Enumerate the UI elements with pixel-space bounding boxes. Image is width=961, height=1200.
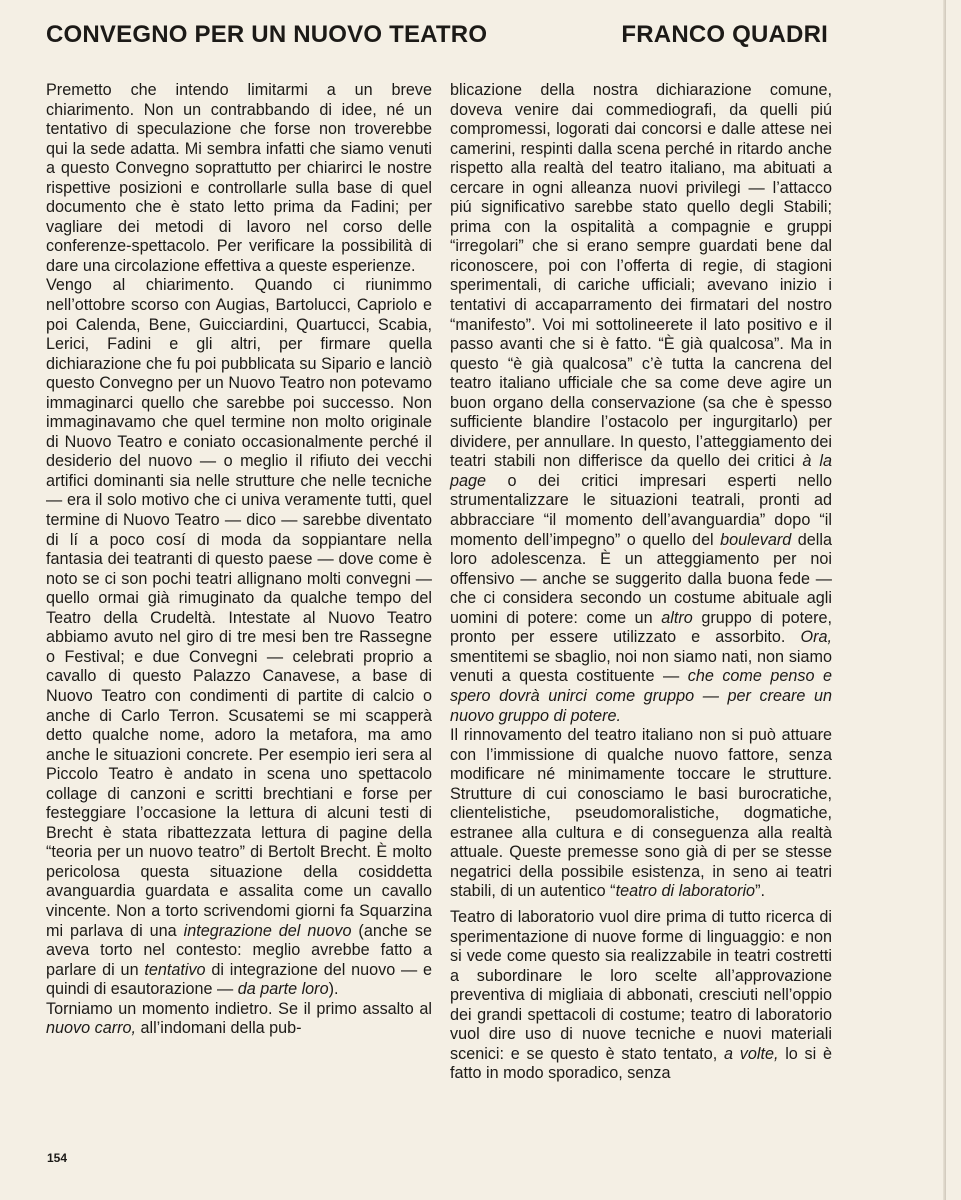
left-p3-emphasis: nuovo carro, — [46, 1019, 136, 1038]
right-p1-emphasis-1: à la page — [450, 452, 832, 490]
right-paragraph-1 — [450, 81, 832, 726]
left-paragraph-2 — [46, 276, 432, 999]
right-p1-text: blicazione della nostra dichiarazione comune, doveva venire dai commediografi, da quelli piú compromessi, logorati dai concorsi e dalle attese nei camerini, respinti dalla scena perché in ritardo anche rispetto alla realtà del teatro italiano, ma abituati a cercare in ogni alleanza nuovi privilegi — l’attacco piú significativo sarebbe stato quello degli Stabili; prima con la ospitalità a compagnie e gruppi “irregolari” che si erano sempre guardati bene dal riconoscere, poi con l’offerta di regie, di stagioni sperimentali, di cariche ufficiali; avevano inizio i tentativi di accaparramento dei firmatari del nostro “manifesto”. Voi mi sottolineerete il lato positivo e il passo avanti che si è fatto. “È già qualcosa”. Ma in questo “è già qualcosa” c’è tutta la cancrena del teatro italiano ufficiale che sa come deve agire un buon organo della conservazione (sa che è spesso sufficiente blandire l’ostacolo per ingurgitarlo) per dividere, per annullare. In questo, l’atteggiamento dei teatri stabili non differisce da quello dei critici — [450, 81, 832, 471]
right-p1-text-mid2: della loro adolescenza. È un atteggiamento per noi offensivo — anche se suggerito dalla buona fede — che ci considera secondo un costume abituale agli uomini di potere: come un — [450, 530, 832, 627]
left-column — [46, 81, 432, 1039]
right-column — [450, 81, 832, 1084]
left-p2-text-mid: (anche se aveva torto nel contesto: meglio avrebbe fatto a parlare di un — [46, 921, 432, 979]
right-p1-emphasis-2: boulevard — [720, 530, 792, 549]
right-p1-text-mid4: smentitemi se sbaglio, noi non siamo nati, non siamo venuti a questa costituente — — [450, 647, 832, 686]
left-p3-text: Torniamo un momento indietro. Se il primo assalto al — [46, 999, 432, 1018]
article-author: FRANCO QUADRI — [621, 21, 828, 48]
left-p2-text: Vengo al chiarimento. Quando ci riunimmo nell’ottobre scorso con Augias, Bartolucci, Capriolo e poi Calenda, Bene, Guicciardini, Quartucci, Scabia, Lerici, Fadini e gli altri, per firmare quella dichiarazione che fu poi pubblicata su Sipario e lanciò questo Convegno per un Nuovo Teatro non potevamo immaginarci quello che sarebbe poi successo. Non immaginavamo che quel termine non molto originale di Nuovo Teatro e coniato occasionalmente perché il desiderio del nuovo — o meglio il rifiuto dei vecchi artifici dominanti sia nelle strutture che nelle tecniche — era il solo motivo che ci univa veramente tutti, quel termine di Nuovo Teatro — dico — sarebbe diventato di lí a poco cosí di moda da soppiantare nella fantasia dei teatranti di questo paese — dove come è noto se ci son pochi teatri allignano molti convegni — quello ormai già rimuginato da qualche tempo del Teatro della Crudeltà. Intestate al Nuovo Teatro abbiamo avuto nel giro di tre mesi ben tre Rassegne o Festival; e due Convegni — celebrati proprio a cavallo di questo Palazzo Canavese, a base di Nuovo Teatro con condimenti di partite di calcio o anche di Carlo Terron. Scusatemi se mi scapperà detto qualche nome, adoro la metafora, ma amo anche le situazioni concrete. Per esempio ieri sera al Piccolo Teatro è andato in scena uno spettacolo collage di canzoni e scritti brechtiani e forse per festeggiare l’occasione la lettura di alcuni testi di Brecht è stata ribattezzata lettura di pagine della “teoria per un nuovo teatro” di Bertolt Brecht. È molto pericolosa questa situazione della cosiddetta avanguardia guardata e assalita come un cavallo vincente. Non a torto scrivendomi giorni fa Squarzina mi parlava di una — [46, 276, 432, 940]
left-p2-emphasis-1: integrazione del nuovo — [183, 921, 352, 940]
page-number: 154 — [47, 1151, 68, 1165]
left-p3-text-end: all’indomani della pub- — [135, 1019, 302, 1038]
right-p1-text-mid: o dei critici impresari esperti nello strumentalizzare le situazioni teatrali, pronti ad abbracciare “il momento dell’avanguardia” dopo “il momento dell’impegno” o quello del — [450, 471, 832, 549]
right-paragraph-2 — [450, 726, 832, 902]
left-p2-text-mid2: di integrazione del nuovo — e quindi di esautorazione — — [46, 960, 432, 999]
left-p2-text-end: ). — [328, 980, 339, 999]
right-p2-text: Il rinnovamento del teatro italiano non si può attuare con l’immissione di qualche nuovo fattore, senza modificare né minimamente toccare le strutture. Strutture di cui conosciamo le basi burocratiche, clientelistiche, pseudomoralistiche, dogmatiche, estranee alla cultura e di conseguenza alla realtà attuale. Queste premesse sono già di per se stesse negatrici della possibile esistenza, in seno ai teatri stabili, di un autentico “ — [450, 726, 832, 901]
article-title: CONVEGNO PER UN NUOVO TEATRO — [46, 21, 488, 48]
right-paragraph-3 — [450, 908, 832, 1084]
right-p2-text-end: ”. — [755, 882, 765, 901]
right-p1-emphasis-4: Ora, — [800, 628, 832, 647]
left-paragraph-1: Premetto che intendo limitarmi a un breve chiarimento. Non un contrabbando di idee, né un tentativo di speculazione che forse non troverebbe qui la sede adatta. Mi sembra infatti che siamo venuti a questo Convegno soprattutto per chiarirci le nostre rispettive posizioni e controllarle sulla base di quel documento che è stato letto prima da Fadini; per vagliare dei metodi di lavoro nel corso delle conferenze-spettacolo. Per verificare la possibilità di dare una circolazione effettiva a queste esperienze. — [46, 81, 432, 275]
right-p3-text-end: lo si è fatto in modo sporadico, senza — [450, 1044, 832, 1083]
left-p2-emphasis-3: da parte loro — [237, 980, 329, 999]
left-p2-emphasis-2: tentativo — [144, 960, 206, 979]
right-p1-emphasis-3: altro — [661, 608, 693, 627]
right-p2-emphasis: teatro di laboratorio — [615, 882, 756, 901]
page-edge-shadow — [943, 0, 946, 1200]
left-paragraph-3 — [46, 1000, 432, 1039]
right-p3-text: Teatro di laboratorio vuol dire prima di tutto ricerca di sperimentazione di nuove forme di linguaggio: e non si vede come questo sia realizzabile in teatri costretti a subordinare le loro scelte all’approvazione preventiva di migliaia di abbonati, cresciuti nell’oppio dei grandi spettacoli di costume; teatro di laboratorio vuol dire uso di nuove tecniche e nuovi materiali scenici: e se questo è stato tentato, — [450, 907, 832, 1063]
right-p3-emphasis: a volte, — [724, 1044, 779, 1063]
right-p1-emphasis-5: che come penso e spero dovrà unirci come gruppo — per creare un nuovo gruppo di potere. — [450, 667, 832, 725]
right-p1-text-mid3: gruppo di potere, pronto per essere utilizzato e assorbito. — [450, 608, 832, 647]
